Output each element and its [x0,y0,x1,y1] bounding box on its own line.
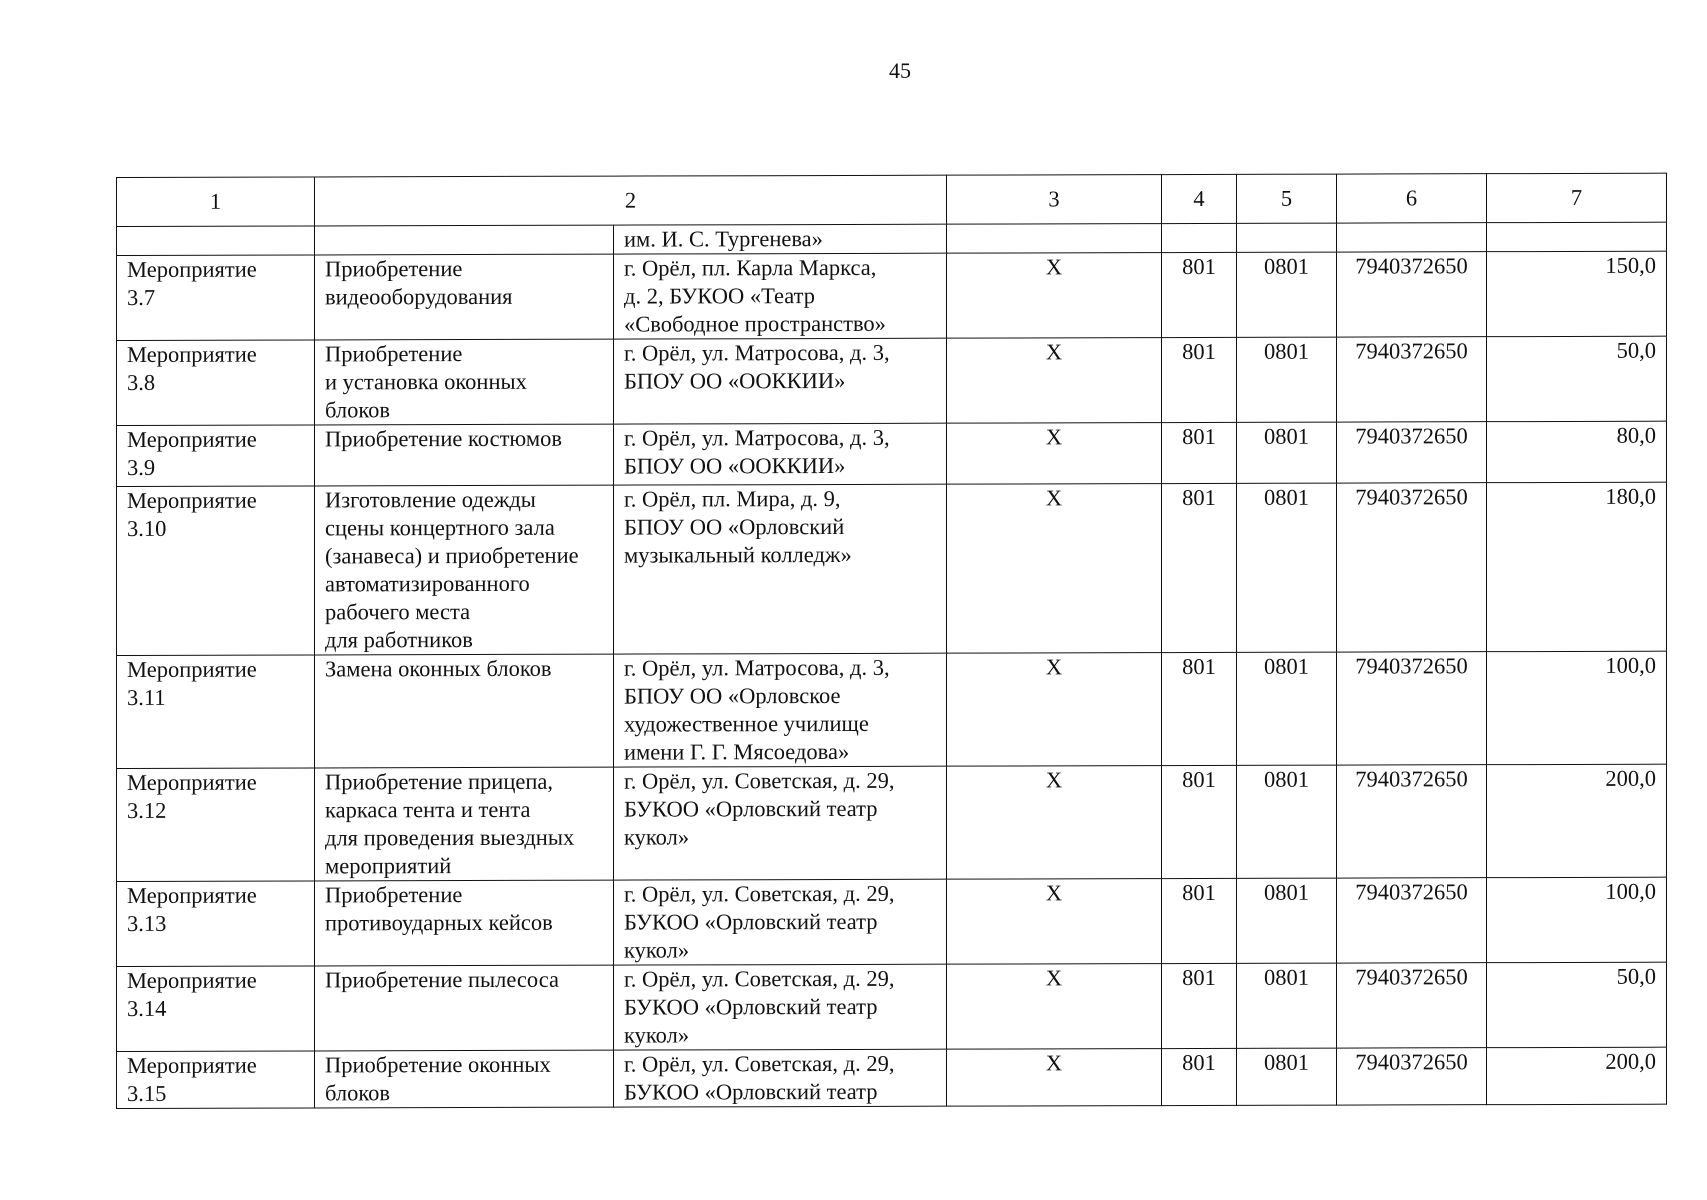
col5-code: 0801 [1237,765,1337,878]
activity-label: Мероприятие 3.14 [117,966,315,1052]
activity-name: Замена оконных блоков [315,654,614,768]
cell-empty [1487,222,1667,252]
col3-mark: Х [947,879,1162,965]
col7-amount: 150,0 [1487,251,1667,337]
header-cell-2: 2 [315,175,947,226]
activity-name: Приобретение противоударных кейсов [315,880,614,966]
col4-code: 801 [1162,483,1237,652]
cell-empty [315,225,614,255]
col3-mark: Х [947,423,1162,485]
col6-code: 7940372650 [1337,652,1487,765]
table-row [117,877,1667,966]
header-cell-4: 4 [1162,174,1237,223]
activity-address: г. Орёл, пл. Карла Маркса, д. 2, БУКОО «Театр «Свободное пространство» [614,253,947,339]
activity-name: Приобретение и установка оконных блоков [315,339,614,425]
table-row [117,251,1667,340]
col7-amount: 50,0 [1487,336,1667,422]
col5-code: 0801 [1237,878,1337,963]
table-row [117,482,1667,655]
table-row [117,651,1667,768]
col7-amount: 50,0 [1487,962,1667,1048]
col5-code: 0801 [1237,963,1337,1048]
col4-code: 801 [1162,878,1237,963]
col4-code: 801 [1162,422,1237,483]
activity-label: Мероприятие 3.11 [117,655,315,769]
activity-label: Мероприятие 3.8 [117,340,315,426]
activity-address: г. Орёл, ул. Советская, д. 29, БУКОО «Орловский театр кукол» [614,964,947,1050]
col7-amount: 200,0 [1487,1047,1667,1105]
col4-code: 801 [1162,252,1237,337]
col6-code: 7940372650 [1337,483,1487,652]
col7-amount: 100,0 [1487,651,1667,765]
cell-empty [1237,223,1337,252]
activity-label: Мероприятие 3.9 [117,425,315,487]
header-cell-5: 5 [1237,174,1337,223]
budget-table [116,173,1667,1109]
col7-amount: 200,0 [1487,764,1667,878]
table-row [117,336,1667,425]
col4-code: 801 [1162,963,1237,1048]
cell-empty [1337,223,1487,252]
activity-label: Мероприятие 3.10 [117,486,315,656]
cell-empty [1162,223,1237,252]
header-cell-1: 1 [117,177,315,227]
table-row [117,421,1667,486]
col7-amount: 100,0 [1487,877,1667,963]
activity-name: Приобретение костюмов [315,424,614,486]
col6-code: 7940372650 [1337,337,1487,422]
continuation-row [117,222,1667,255]
continuation-address: им. И. С. Тургенева» [614,224,947,254]
activity-label: Мероприятие 3.13 [117,881,315,967]
activity-label: Мероприятие 3.7 [117,255,315,341]
col3-mark: Х [947,964,1162,1050]
table-row [117,962,1667,1051]
header-cell-6: 6 [1337,174,1487,223]
activity-name: Изготовление одежды сцены концертного зала (занавеса) и приобретение автоматизированного рабочего места для работников [315,485,614,655]
activity-address: г. Орёл, ул. Матросова, д. 3, БПОУ ОО «ООККИИ» [614,423,947,485]
col6-code: 7940372650 [1337,765,1487,878]
activity-name: Приобретение прицепа, каркаса тента и тента для проведения выездных мероприятий [315,767,614,881]
col5-code: 0801 [1237,422,1337,483]
col3-mark: Х [947,484,1162,654]
header-row [117,173,1667,226]
col6-code: 7940372650 [1337,1048,1487,1105]
col6-code: 7940372650 [1337,422,1487,483]
activity-address: г. Орёл, ул. Матросова, д. 3, БПОУ ОО «ООККИИ» [614,338,947,424]
page-number: 45 [889,58,911,83]
activity-address: г. Орёл, ул. Матросова, д. 3, БПОУ ОО «Орловское художественное училище имени Г. Г. Мясоедова» [614,653,947,767]
activity-address: г. Орёл, ул. Советская, д. 29, БУКОО «Орловский театр [614,1049,947,1107]
header-cell-3: 3 [947,175,1162,225]
table-row [117,1047,1667,1108]
header-cell-7: 7 [1487,173,1667,223]
col4-code: 801 [1162,337,1237,422]
activity-name: Приобретение пылесоса [315,965,614,1051]
col3-mark: Х [947,766,1162,880]
activity-name: Приобретение видеооборудования [315,254,614,340]
col7-amount: 180,0 [1487,482,1667,652]
col3-mark: Х [947,338,1162,424]
col7-amount: 80,0 [1487,421,1667,483]
activity-label: Мероприятие 3.15 [117,1051,315,1109]
activity-address: г. Орёл, ул. Советская, д. 29, БУКОО «Орловский театр кукол» [614,879,947,965]
col4-code: 801 [1162,652,1237,765]
activity-name: Приобретение оконных блоков [315,1050,614,1108]
col6-code: 7940372650 [1337,252,1487,337]
cell-empty [117,226,315,256]
col4-code: 801 [1162,1048,1237,1105]
col3-mark: Х [947,1049,1162,1107]
col6-code: 7940372650 [1337,878,1487,963]
cell-empty [947,224,1162,254]
col6-code: 7940372650 [1337,963,1487,1048]
col5-code: 0801 [1237,337,1337,422]
table-row [117,764,1667,881]
col5-code: 0801 [1237,652,1337,765]
col3-mark: Х [947,653,1162,767]
col4-code: 801 [1162,765,1237,878]
activity-label: Мероприятие 3.12 [117,768,315,882]
activity-address: г. Орёл, пл. Мира, д. 9, БПОУ ОО «Орловский музыкальный колледж» [614,484,947,654]
activity-address: г. Орёл, ул. Советская, д. 29, БУКОО «Орловский театр кукол» [614,766,947,880]
col5-code: 0801 [1237,483,1337,652]
col3-mark: Х [947,253,1162,339]
col5-code: 0801 [1237,252,1337,337]
col5-code: 0801 [1237,1048,1337,1105]
